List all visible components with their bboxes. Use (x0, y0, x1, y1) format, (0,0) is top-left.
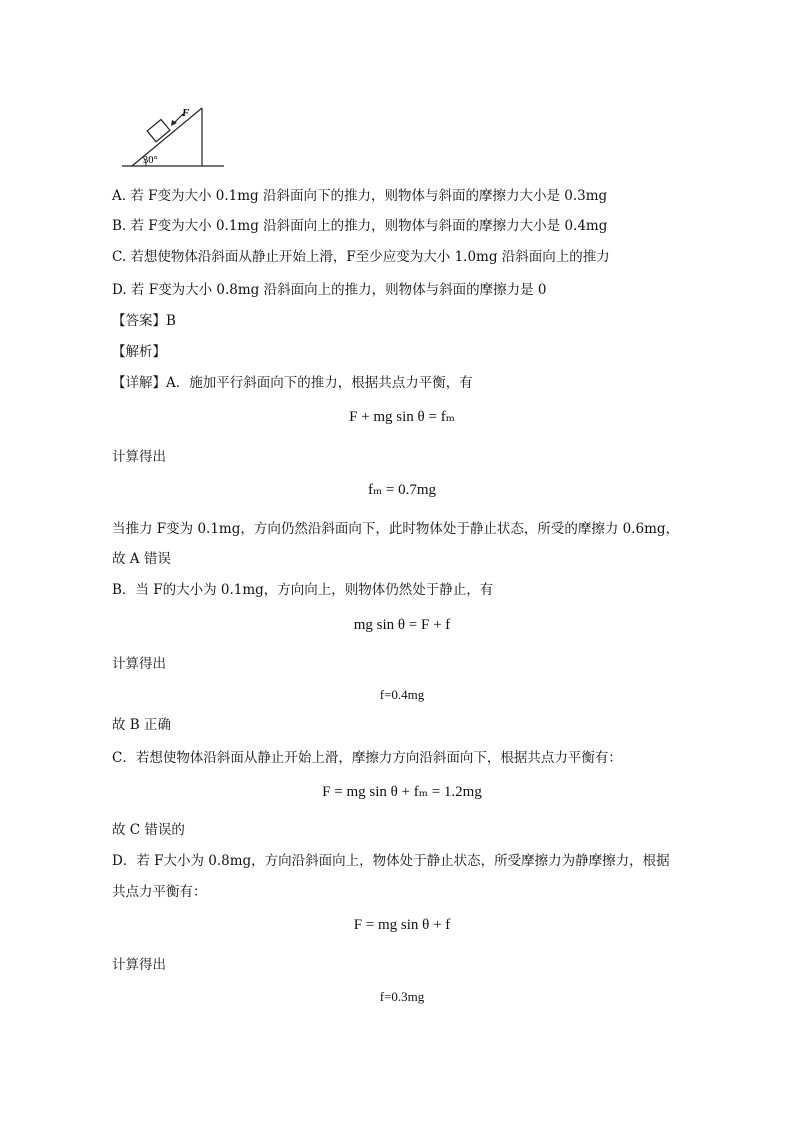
option-b: B. 若 F变为大小 0.1mg 沿斜面向上的推力，则物体与斜面的摩擦力大小是 0.4mg (112, 218, 608, 234)
block-on-incline (147, 119, 170, 141)
formula-4: f=0.4mg (379, 687, 425, 702)
option-a: A. 若 F变为大小 0.1mg 沿斜面向下的推力，则物体与斜面的摩擦力大小是 0.3mg (112, 188, 608, 204)
calc-label-2: 计算得出 (112, 656, 166, 672)
formula-7: f=0.3mg (379, 989, 425, 1004)
force-label: F (182, 107, 190, 119)
formula-2: fₘ = 0.7mg (367, 482, 437, 498)
detail-b-conclusion: 故 B 正确 (112, 717, 172, 733)
detail-d-intro-1: D．若 F大小为 0.8mg，方向沿斜面向上，物体处于静止状态，所受摩擦力为静摩擦力，根据 (112, 853, 670, 869)
detail-c-intro: C．若想使物体沿斜面从静止开始上滑，摩擦力方向沿斜面向下，根据共点力平衡有： (112, 750, 622, 766)
detail-a-text-1: 当推力 F变为 0.1mg，方向仍然沿斜面向下，此时物体处于静止状态，所受的摩擦力 0.6mg， (112, 521, 680, 537)
detail-b-intro: B．当 F的大小为 0.1mg，方向向上，则物体仍然处于静止，有 (112, 582, 494, 598)
calc-label-1: 计算得出 (112, 449, 166, 465)
detail-a-text-2: 故 A 错误 (112, 551, 171, 567)
analysis-heading: 【解析】 (112, 344, 166, 360)
detail-a-intro: 【详解】A．施加平行斜面向下的推力，根据共点力平衡，有 (112, 375, 473, 391)
angle-label: 30° (143, 155, 158, 166)
formula-5: F = mg sin θ + fₘ = 1.2mg (322, 784, 482, 800)
formula-3: mg sin θ = F + f (353, 617, 451, 633)
option-d: D. 若 F变为大小 0.8mg 沿斜面向上的推力，则物体与斜面的摩擦力是 0 (112, 282, 547, 298)
formula-1: F + mg sin θ = fₘ (349, 409, 455, 425)
answer-line: 【答案】B (112, 313, 176, 329)
formula-6: F = mg sin θ + f (353, 917, 451, 933)
incline-diagram (118, 104, 228, 170)
calc-label-3: 计算得出 (112, 957, 166, 973)
detail-c-conclusion: 故 C 错误的 (112, 822, 185, 838)
detail-d-intro-2: 共点力平衡有： (112, 884, 207, 900)
option-c: C. 若想使物体沿斜面从静止开始上滑，F至少应变为大小 1.0mg 沿斜面向上的推力 (112, 249, 610, 265)
